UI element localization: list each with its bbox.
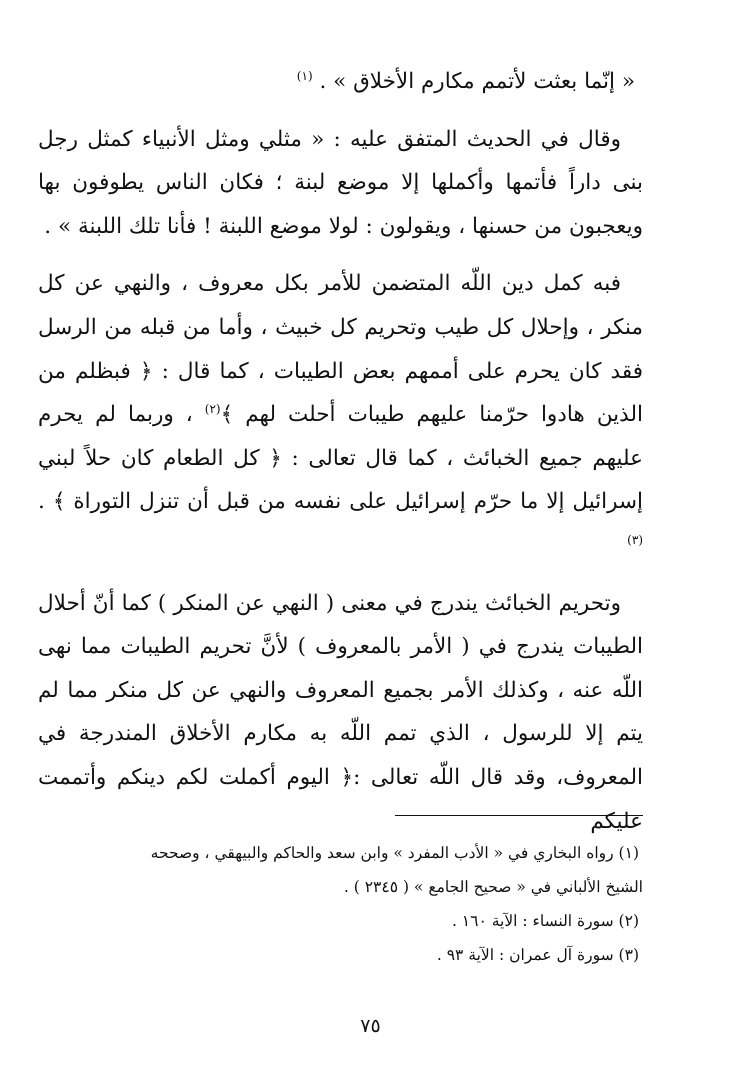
paragraph-1: « إنّما بعثت لأتمم مكارم الأخلاق » . [319,69,635,94]
paragraph-prohibition: وتحريم الخبائث يندرج في معنى ( النهي عن المنكر ) كما أنّ أحلال الطيبات يندرج في ( الأمر بالمعروف ) لأنَّ تحريم الطيبات مما نهى اللّه عنه ، وكذلك الأمر بجميع المعروف والنهي عن كل منكر مما لم يتم إلا للرسول ، الذي تمم اللّه به مكارم الأخلاق المندرجة في المعروف، وقد قال اللّه تعالى :﴿ اليوم أكملت لكم دينكم وأتممت عليكم [38,590,643,834]
quote-line [38,60,635,104]
page-number: ٧٥ [360,1015,381,1037]
footnote-1-continued: الشيخ الألباني في « صحيح الجامع » ( ٢٣٤٥ ) . [343,878,643,896]
paragraph-perfection [38,262,643,567]
paragraph-3b: ، وربما لم يحرم عليهم جميع الخبائث ، كما قال تعالى : ﴿ كل الطعام كان حلاً لبني إسرائيل إلا ما حرّم إسرائيل على نفسه من قبل أن تنزل التوراة ﴾ . [38,402,643,515]
paragraph-hadith: وقال في الحديث المتفق عليه : « مثلي ومثل الأنبياء كمثل رجل بنى داراً فأتمها وأكملها إلا موضع لبنة ؛ فكان الناس يطوفون بها ويعجبون من حسنها ، ويقولون : لولا موضع اللبنة ! فأنا تلك اللبنة » . [38,126,643,239]
footnotes [38,836,643,972]
paragraph-3a: فبه كمل دين اللّه المتضمن للأمر بكل معروف ، والنهي عن كل منكر ، وإحلال كل طيب وتحريم كل خبيث ، وأما من قبله من الرسل فقد كان يحرم على أممهم بعض الطيبات ، كما قال : ﴿ فبظلم من الذين هادوا حرّمنا عليهم طيبات أحلت لهم ﴾ [38,271,643,428]
main-text [38,60,643,843]
footnote-1: (١) رواه البخاري في « الأدب المفرد » وابن سعد والحاكم والبيهقي ، وصححه [150,844,639,862]
footnote-divider [395,815,643,816]
footnote-2: (٢) سورة النساء : الآية ١٦٠ . [451,912,639,930]
footnote-3: (٣) سورة آل عمران : الآية ٩٣ . [436,946,639,964]
footnote-ref-1: (١) [296,68,313,83]
footnote-ref-3: (٣) [627,532,643,547]
footnote-ref-2: (٢) [204,402,221,416]
